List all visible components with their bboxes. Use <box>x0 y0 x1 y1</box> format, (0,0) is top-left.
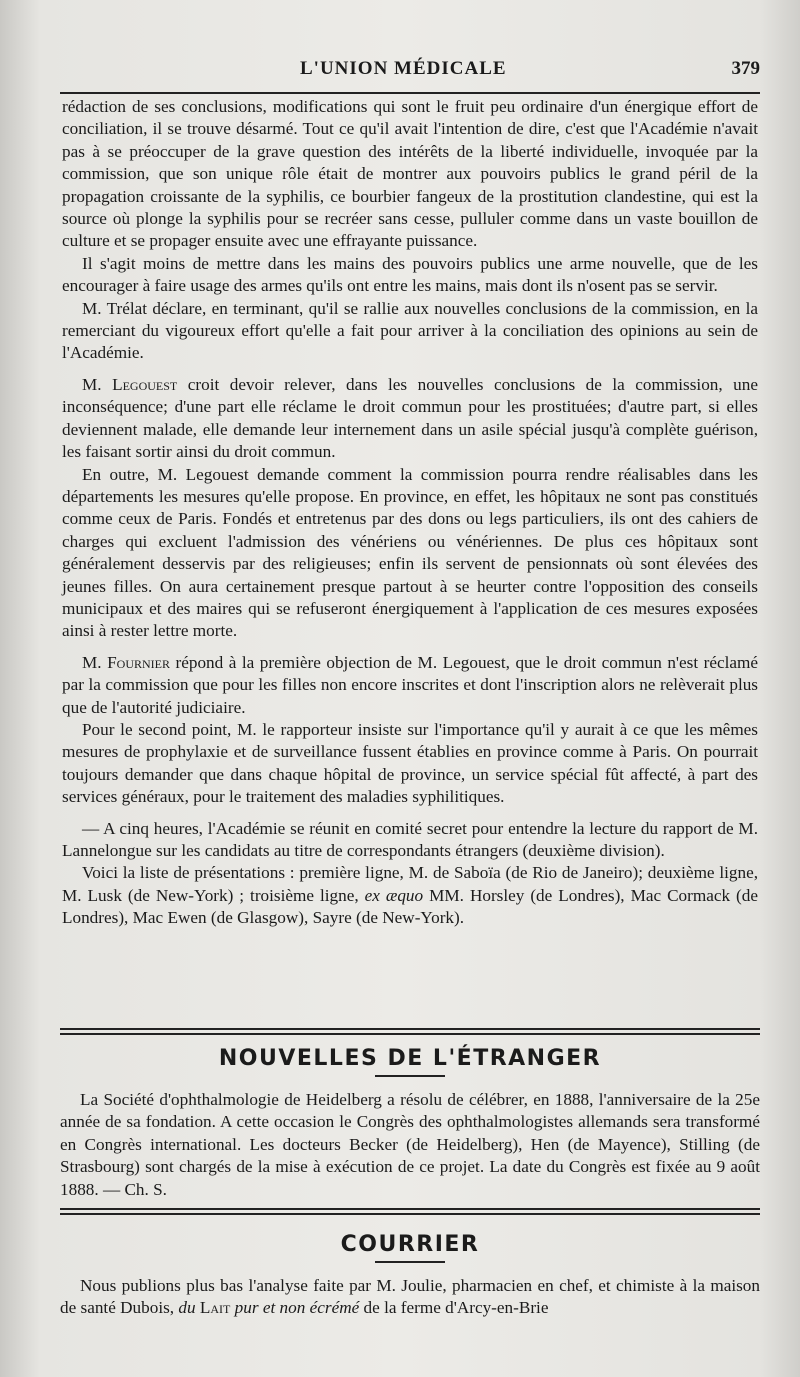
header-rule <box>60 92 760 94</box>
section-text <box>60 1089 760 1201</box>
page-header <box>60 50 760 86</box>
section-divider <box>60 1028 760 1038</box>
small-caps-word: Lait <box>199 1298 231 1318</box>
paragraph-text: de la ferme d'Arcy-en-Brie <box>363 1298 549 1318</box>
italic-phrase: du <box>178 1298 196 1318</box>
paragraph-text: MM. Horsley (de Londres), Mac Cormack (de Londres), Mac Ewen (de Glasgow), Sayre (de New-York). <box>62 885 759 928</box>
paragraph: M. Trélat déclare, en terminant, qu'il se rallie aux nouvelles conclusions de la commission, en la remerciant du vigoureux effort qu'elle a fait pour arriver à la conciliation des opinions au sein de l'Académie. <box>62 298 758 363</box>
paragraph-text: Voici la liste de présentations : première ligne, M. de Saboïa (de Rio de Janeiro); deuxième ligne, M. Lusk (de New-York) ; troisième ligne, <box>62 863 758 905</box>
paragraph <box>62 374 758 464</box>
paragraph <box>62 652 758 719</box>
title-underline <box>375 1261 445 1263</box>
running-title: L'UNION MÉDICALE <box>300 58 507 79</box>
paragraph: La Société d'ophthalmologie de Heidelberg a résolu de célébrer, en 1888, l'anniversaire de la 25e année de sa fondation. A cette occasion le Congrès des ophthalmologistes allemands sera transformé en Congrès international. Les docteurs Becker (de Heidelberg), Hen (de Mayence), Stilling (de Strasbourg) sont chargés de la mise à exécution de ce projet. La date du Congrès est fixée au 9 août 1888. — Ch. S. <box>60 1090 760 1199</box>
italic-phrase: ex æquo <box>364 885 424 905</box>
section-text <box>60 1275 760 1320</box>
paragraph: Pour le second point, M. le rapporteur insiste sur l'importance qu'il y aurait à ce que les mêmes mesures de prophylaxie et de surveillance fussent établies en province comme à Paris. On pourrait toujours demander que dans chaque hôpital de province, un service spécial fût affecté, à part des services généraux, pour le traitement des maladies syphilitiques. <box>62 719 758 807</box>
section-title: COURRIER <box>340 1232 480 1257</box>
italic-phrase: pur et non écrémé <box>234 1298 360 1318</box>
paragraph: En outre, M. Legouest demande comment la commission pourra rendre réalisables dans les départements les mesures qu'elle propose. En province, en effet, les hôpitaux ne sont pas constitués comme ceux de Paris. Fondés et entretenus par des dons ou legs particuliers, ils ont des cahiers de charges qui excluent l'admission des vénériens ou vénériennes. De plus ces hôpitaux sont généralement desservis par des religieuses; enfin ils servent de pensionnats où sont élevées des jeunes filles. On aura certainement presque partout à se heurter contre l'opposition des conseils municipaux et des maires qui se refuseront énergiquement à l'application de ces mesures exposées ainsi à rester lettre morte. <box>62 464 758 641</box>
section-title: NOUVELLES DE L'ÉTRANGER <box>218 1046 602 1071</box>
paragraph <box>62 862 758 929</box>
section-courrier <box>60 1232 760 1320</box>
paragraph-text: Nous publions plus bas l'analyse faite par M. Joulie, pharmacien en chef, et chimiste à la maison de santé Dubois, <box>60 1276 760 1318</box>
article-body <box>62 96 758 930</box>
paragraph: rédaction de ses conclusions, modifications qui sont le fruit peu ordinaire d'un énergique effort de conciliation, il se trouve désarmé. Tout ce qu'il avait l'intention de dire, c'est que l'Académie n'avait pas à se préoccuper de la grave question des intérêts de la liberté individuelle, invoquée par la commission, que son unique rôle était de montrer aux pouvoirs publics le grand péril de la propagation croissante de la syphilis, ce bourbier fangeux de la prostitution clandestine, qui est la source où plonge la syphilis pour se recréer sans cesse, pulluler comme dans un vaste bouillon de culture et se propager ensuite avec une effrayante puissance. <box>62 97 758 251</box>
page-number: 379 <box>731 58 760 79</box>
title-underline <box>375 1075 445 1077</box>
paragraph: — A cinq heures, l'Académie se réunit en comité secret pour entendre la lecture du rapport de M. Lannelongue sur les candidats au titre de correspondants étrangers (deuxième division). <box>62 818 758 860</box>
section-etranger <box>60 1046 760 1201</box>
speaker-name: M. Fournier <box>82 652 170 672</box>
paragraph <box>60 1275 760 1320</box>
speaker-name: M. Legouest <box>82 374 178 394</box>
paragraph: Il s'agit moins de mettre dans les mains des pouvoirs publics une arme nouvelle, que de les encourager à faire usage des armes qu'ils ont entre les mains, mais dont ils n'osent pas se servir. <box>62 253 758 296</box>
paragraph-text: croit devoir relever, dans les nouvelles conclusions de la commission, une inconséquence; d'une part elle réclame le droit commun pour les prostituées; d'autre part, si elles deviennent malade, elle demande leur internement dans un asile spécial jusqu'à complète guérison, les faisant sortir ainsi du droit commun. <box>62 374 758 462</box>
paragraph-text: répond à la première objection de M. Legouest, que le droit commun n'est réclamé par la commission que pour les filles non encore inscrites et dont l'inscription alors ne relèverait plus que de l'autorité judiciaire. <box>62 652 758 717</box>
section-divider <box>60 1208 760 1218</box>
